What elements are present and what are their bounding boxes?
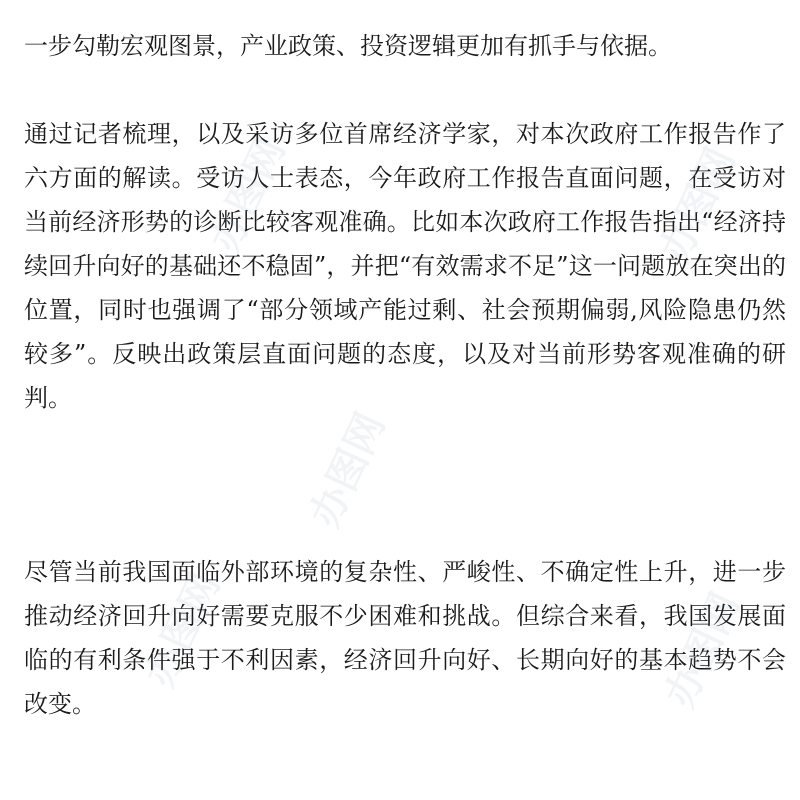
watermark: 办图网 <box>656 585 750 715</box>
paragraph-2: 通过记者梳理，以及采访多位首席经济学家，对本次政府工作报告作了六方面的解读。受访人士表态，今年政府工作报告直面问题，在受访对当前经济形势的诊断比较客观准确。比如本次政府工作报告指出“经济持续回升向好的基础还不稳固”，并把“有效需求不足”这一问题放在突出的位置，同时也强调了“部分领域产能过剩、社会预期偏弱,风险隐患仍然较多”。反映出政策层直面问题的态度，以及对当前形势客观准确的研判。 <box>24 120 786 412</box>
watermark: 办图网 <box>201 130 295 260</box>
watermark: 办图网 <box>301 405 395 535</box>
paragraph-3: 尽管当前我国面临外部环境的复杂性、严峻性、不确定性上升，进一步推动经济回升向好需要克服不少困难和挑战。但综合来看，我国发展面临的有利条件强于不利因素，经济回升向好、长期向好的基本趋势不会改变。 <box>24 558 786 718</box>
paragraph-1: 一步勾勒宏观图景，产业政策、投资逻辑更加有抓手与依据。 <box>24 32 672 60</box>
watermark: 办图网 <box>136 565 230 695</box>
partial-top-line <box>24 0 784 18</box>
watermark: 办图网 <box>651 140 745 270</box>
